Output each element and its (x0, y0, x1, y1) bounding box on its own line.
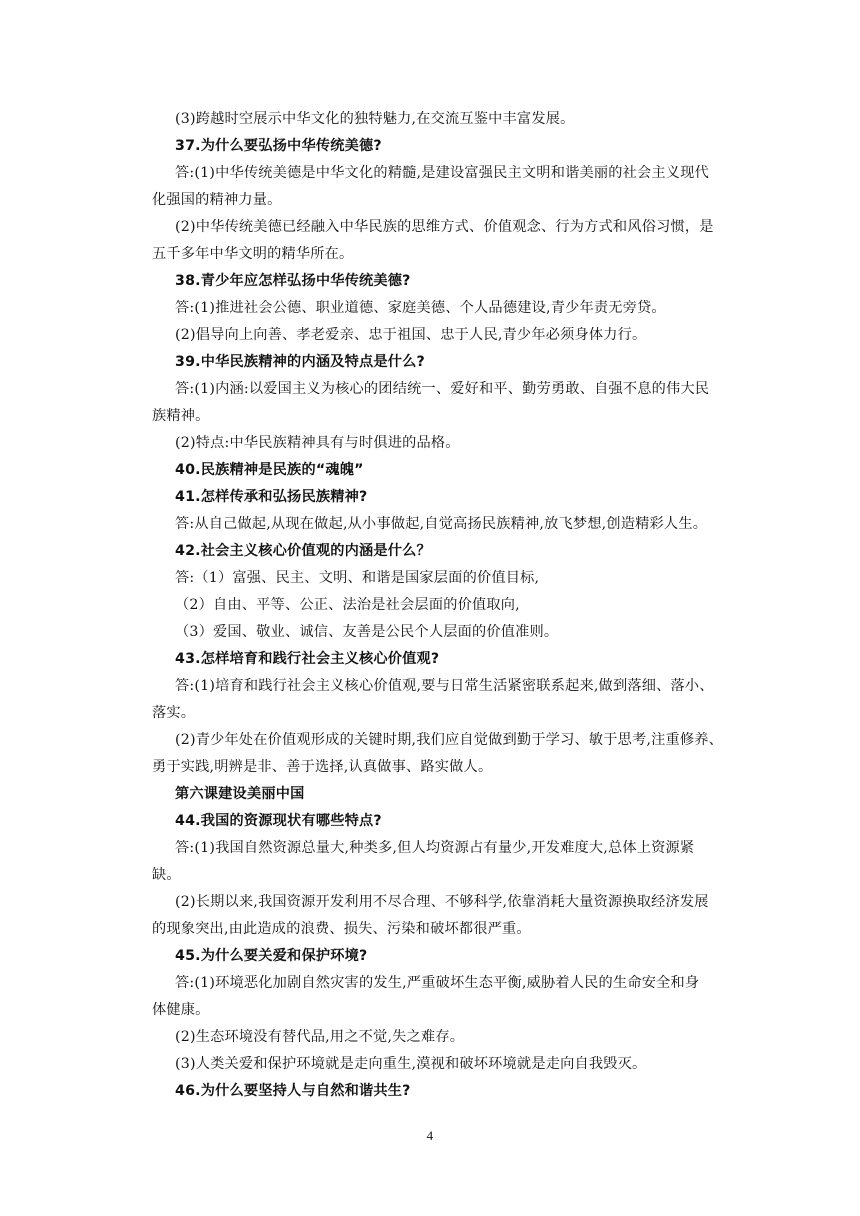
answer-text-line: 答:(1)培育和践行社会主义核心价值观,要与日常生活紧密联系起来,做到落细、落小、 (175, 678, 714, 694)
answer-text-line: 缺。 (152, 867, 181, 883)
answer-text-line: 答:(1)中华传统美德是中华文化的精髓,是建设富强民主文明和谐美丽的社会主义现代 (175, 165, 709, 181)
answer-text-line: 化强国的精神力量。 (152, 192, 282, 208)
question-heading: 44.我国的资源现状有哪些特点? (175, 813, 382, 829)
question-heading: 43.怎样培育和践行社会主义核心价值观? (175, 651, 440, 667)
question-heading: 第六课建设美丽中国 (175, 786, 305, 802)
answer-text-line: 答:(1)内涵:以爱国主义为核心的团结统一、爱好和平、勤劳勇敢、自强不息的伟大民 (175, 381, 710, 397)
answer-text-line: 答:从自己做起,从现在做起,从小事做起,自觉高扬民族精神,放飞梦想,创造精彩人生。 (175, 516, 708, 532)
answer-text-line: 答:(1)环境恶化加剧自然灾害的发生,严重破坏生态平衡,威胁着人民的生命安全和身 (175, 975, 700, 991)
answer-text-line: 族精神。 (152, 408, 210, 424)
answer-text-line: 答:(1)我国自然资源总量大,种类多,但人均资源占有量少,开发难度大,总体上资源紧 (175, 840, 695, 856)
answer-text-line: (2)青少年处在价值观形成的关键时期,我们应自觉做到勤于学习、敏于思考,注重修养、 (175, 732, 724, 748)
answer-text-line: 五千多年中华文明的精华所在。 (152, 246, 354, 262)
question-heading: 39.中华民族精神的内涵及特点是什么? (175, 354, 425, 370)
page-number: 4 (426, 1128, 434, 1143)
answer-text-line: 答:（1）富强、民主、文明、和谐是国家层面的价值目标, (175, 570, 540, 586)
answer-text-line: (2)生态环境没有替代品,用之不觉,失之难存。 (175, 1029, 465, 1045)
question-heading: 42.社会主义核心价值观的内涵是什么？ (175, 543, 431, 559)
question-heading: 45.为什么要关爱和保护环境? (175, 948, 368, 964)
question-heading: 46.为什么要坚持人与自然和谐共生? (175, 1083, 411, 1099)
question-heading: 38.青少年应怎样弘扬中华传统美德? (175, 273, 411, 289)
answer-text-line: （2）自由、平等、公正、法治是社会层面的价值取向, (175, 597, 520, 613)
answer-text-line: 答:(1)推进社会公德、职业道德、家庭美德、个人品德建设,青少年责无旁贷。 (175, 300, 666, 316)
answer-text-line: 落实。 (152, 705, 196, 721)
page-body (152, 106, 734, 1105)
answer-text-line: (2)长期以来,我国资源开发利用不尽合理、不够科学,依靠消耗大量资源换取经济发展 (175, 894, 709, 910)
answer-text-line: 体健康。 (152, 1002, 210, 1018)
question-heading: 40.民族精神是民族的“魂魄” (175, 462, 364, 478)
answer-text-line: (2)特点:中华民族精神具有与时俱进的品格。 (175, 435, 460, 451)
question-heading: 41.怎样传承和弘扬民族精神? (175, 489, 368, 505)
answer-text-line: (2)中华传统美德已经融入中华民族的思维方式、价值观念、行为方式和风俗习惯，是 (175, 219, 714, 235)
answer-text-line: (3)人类关爱和保护环境就是走向重生,漠视和破坏环境就是走向自我毁灭。 (175, 1056, 647, 1072)
answer-text-line: (3)跨越时空展示中华文化的独特魅力,在交流互鉴中丰富发展。 (175, 111, 575, 127)
answer-text-line: 勇于实践,明辨是非、善于选择,认真做事、路实做人。 (152, 759, 493, 775)
answer-text-line: (2)倡导向上向善、孝老爱亲、忠于祖国、忠于人民,青少年必须身体力行。 (175, 327, 647, 343)
answer-text-line: （3）爱国、敬业、诚信、友善是公民个人层面的价值准则。 (175, 624, 559, 640)
question-heading: 37.为什么要弘扬中华传统美德? (175, 138, 382, 154)
answer-text-line: 的现象突出,由此造成的浪费、损失、污染和破坏都很严重。 (152, 921, 531, 937)
